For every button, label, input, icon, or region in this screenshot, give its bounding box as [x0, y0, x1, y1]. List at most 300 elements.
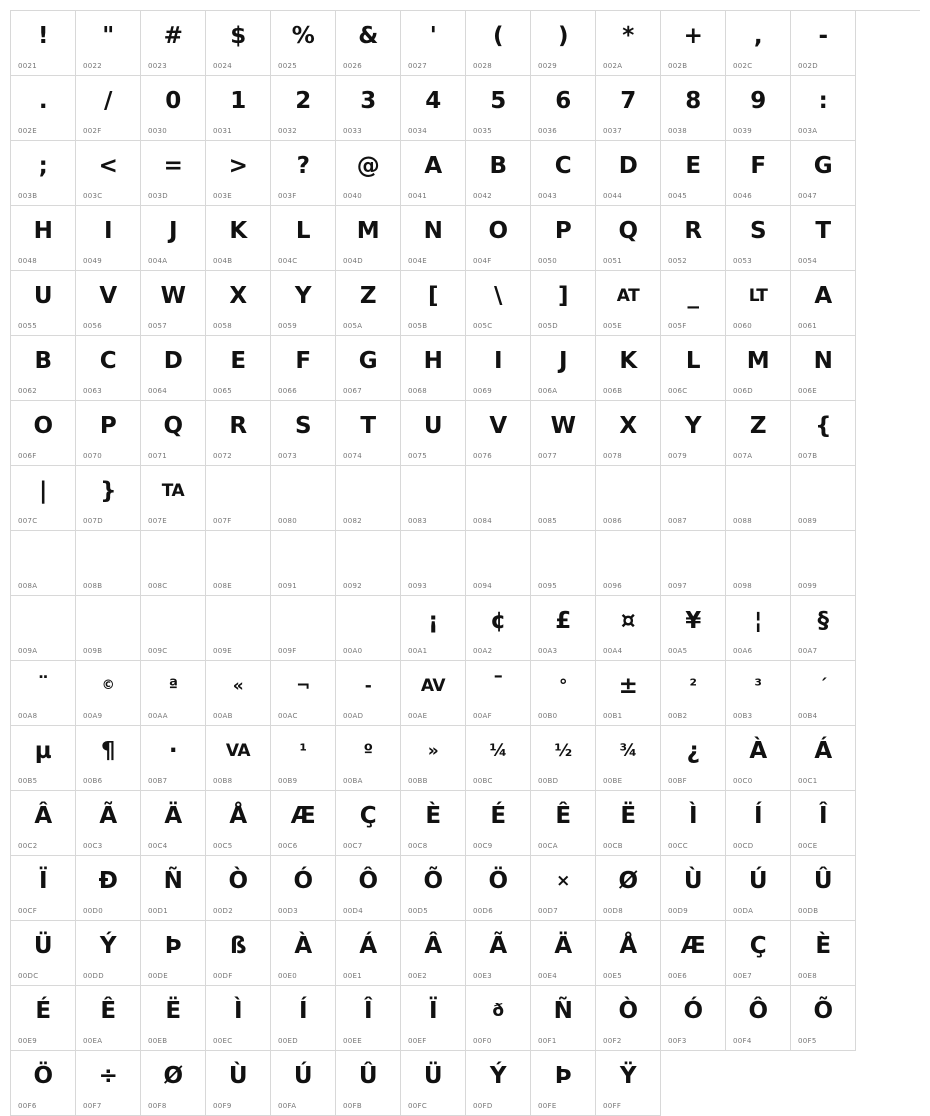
glyph-cell[interactable] [791, 596, 856, 661]
glyph-cell[interactable] [791, 401, 856, 466]
glyph-cell[interactable] [531, 206, 596, 271]
glyph-codepoint: 00AA [148, 712, 168, 720]
glyph-cell[interactable] [466, 726, 531, 791]
glyph-cell[interactable] [726, 206, 791, 271]
glyph-cell[interactable] [336, 401, 401, 466]
glyph-cell[interactable] [661, 11, 726, 76]
glyph-cell[interactable] [401, 76, 466, 141]
glyph-cell[interactable] [141, 271, 206, 336]
glyph-codepoint: 0032 [278, 127, 298, 135]
glyph-cell[interactable] [726, 596, 791, 661]
glyph-cell[interactable] [466, 791, 531, 856]
glyph-cell[interactable] [791, 141, 856, 206]
glyph-cell[interactable] [76, 466, 141, 531]
glyph-cell[interactable] [271, 856, 336, 921]
glyph-cell[interactable] [401, 856, 466, 921]
glyph-cell[interactable] [336, 336, 401, 401]
glyph-cell[interactable] [271, 661, 336, 726]
glyph-cell[interactable] [271, 206, 336, 271]
glyph-cell[interactable] [336, 921, 401, 986]
glyph-cell[interactable] [661, 726, 726, 791]
glyph-cell[interactable] [206, 986, 271, 1051]
glyph-cell[interactable] [336, 76, 401, 141]
glyph-character: AT [616, 286, 640, 306]
glyph-cell[interactable] [336, 466, 401, 531]
glyph-cell[interactable] [141, 726, 206, 791]
glyph-cell[interactable] [271, 531, 336, 596]
glyph-cell[interactable] [401, 531, 466, 596]
glyph-cell[interactable] [11, 986, 76, 1051]
glyph-codepoint: 003A [798, 127, 818, 135]
glyph-cell[interactable] [76, 76, 141, 141]
glyph-cell[interactable] [466, 76, 531, 141]
glyph-cell[interactable] [141, 1051, 206, 1116]
glyph-cell[interactable] [791, 271, 856, 336]
glyph-codepoint: 00FD [473, 1102, 493, 1110]
glyph-cell[interactable] [401, 726, 466, 791]
glyph-cell[interactable] [791, 466, 856, 531]
glyph-cell[interactable] [336, 986, 401, 1051]
glyph-codepoint: 0025 [278, 62, 298, 70]
glyph-codepoint: 00CC [668, 842, 688, 850]
glyph-cell[interactable] [726, 271, 791, 336]
glyph-character: P [99, 413, 117, 439]
glyph-cell[interactable] [661, 76, 726, 141]
glyph-cell[interactable] [271, 76, 336, 141]
glyph-cell[interactable] [141, 986, 206, 1051]
glyph-character: \ [494, 283, 502, 309]
glyph-cell[interactable] [531, 856, 596, 921]
glyph-character: Å [229, 803, 247, 829]
glyph-codepoint: 00A5 [668, 647, 688, 655]
glyph-cell[interactable] [76, 141, 141, 206]
glyph-codepoint: 00D0 [83, 907, 103, 915]
glyph-cell[interactable] [726, 141, 791, 206]
glyph-cell[interactable] [206, 1051, 271, 1116]
glyph-cell[interactable] [726, 336, 791, 401]
glyph-cell[interactable] [596, 791, 661, 856]
glyph-cell[interactable] [466, 596, 531, 661]
glyph-cell[interactable] [141, 921, 206, 986]
glyph-codepoint: 0035 [473, 127, 493, 135]
glyph-codepoint: 00AF [473, 712, 492, 720]
glyph-cell[interactable] [11, 856, 76, 921]
glyph-cell[interactable] [466, 661, 531, 726]
glyph-character: ½ [554, 741, 572, 761]
glyph-codepoint: 006E [798, 387, 817, 395]
glyph-cell[interactable] [206, 661, 271, 726]
glyph-cell[interactable] [271, 726, 336, 791]
glyph-cell[interactable] [206, 466, 271, 531]
glyph-cell[interactable] [76, 986, 141, 1051]
glyph-codepoint: 00A8 [18, 712, 38, 720]
glyph-cell[interactable] [401, 1051, 466, 1116]
glyph-cell[interactable] [206, 141, 271, 206]
glyph-cell[interactable] [401, 401, 466, 466]
glyph-cell[interactable] [76, 401, 141, 466]
glyph-cell[interactable] [531, 661, 596, 726]
glyph-cell[interactable] [466, 271, 531, 336]
glyph-character [76, 604, 140, 638]
glyph-cell[interactable] [11, 336, 76, 401]
glyph-character: ¢ [490, 608, 506, 634]
glyph-character: . [38, 88, 48, 114]
glyph-cell[interactable] [11, 531, 76, 596]
glyph-codepoint: 00EF [408, 1037, 427, 1045]
glyph-cell[interactable] [336, 661, 401, 726]
glyph-codepoint: 00E0 [278, 972, 297, 980]
glyph-cell[interactable] [791, 206, 856, 271]
glyph-codepoint: 004F [473, 257, 492, 265]
glyph-cell[interactable] [271, 141, 336, 206]
glyph-character: G [358, 348, 378, 374]
glyph-cell[interactable] [141, 76, 206, 141]
glyph-cell[interactable] [466, 206, 531, 271]
glyph-cell[interactable] [11, 76, 76, 141]
glyph-cell[interactable] [791, 791, 856, 856]
glyph-codepoint: 00AD [343, 712, 364, 720]
glyph-cell[interactable] [11, 11, 76, 76]
glyph-codepoint: 004D [343, 257, 363, 265]
glyph-cell[interactable] [791, 11, 856, 76]
glyph-cell[interactable] [596, 466, 661, 531]
glyph-codepoint: 0078 [603, 452, 623, 460]
glyph-codepoint: 00A2 [473, 647, 493, 655]
glyph-cell[interactable] [206, 271, 271, 336]
glyph-cell[interactable] [466, 401, 531, 466]
glyph-character: C [554, 153, 572, 179]
glyph-codepoint: 0089 [798, 517, 818, 525]
glyph-cell[interactable] [271, 271, 336, 336]
glyph-cell[interactable] [531, 596, 596, 661]
glyph-cell[interactable] [661, 531, 726, 596]
glyph-character: ´ [819, 676, 827, 696]
glyph-codepoint: 004B [213, 257, 233, 265]
glyph-codepoint: 0094 [473, 582, 493, 590]
glyph-character: Ù [228, 1063, 248, 1089]
glyph-character: 4 [425, 88, 441, 114]
glyph-cell[interactable] [401, 11, 466, 76]
glyph-cell[interactable] [206, 791, 271, 856]
glyph-cell[interactable] [271, 791, 336, 856]
glyph-cell[interactable] [661, 206, 726, 271]
glyph-codepoint: 00D4 [343, 907, 363, 915]
glyph-character: Â [34, 803, 52, 829]
glyph-cell[interactable] [661, 401, 726, 466]
glyph-cell[interactable] [11, 401, 76, 466]
glyph-codepoint: 0084 [473, 517, 493, 525]
glyph-cell[interactable] [206, 856, 271, 921]
glyph-codepoint: 00E3 [473, 972, 492, 980]
glyph-cell[interactable] [271, 11, 336, 76]
glyph-cell[interactable] [726, 76, 791, 141]
glyph-character: · [168, 738, 178, 764]
glyph-cell[interactable] [401, 206, 466, 271]
glyph-cell[interactable] [11, 141, 76, 206]
glyph-cell[interactable] [596, 271, 661, 336]
glyph-character: Ç [749, 933, 767, 959]
glyph-codepoint: 0030 [148, 127, 168, 135]
glyph-cell[interactable] [596, 11, 661, 76]
glyph-cell[interactable] [726, 726, 791, 791]
glyph-codepoint: 00C0 [733, 777, 753, 785]
glyph-codepoint: 00C8 [408, 842, 428, 850]
glyph-codepoint: 00DB [798, 907, 819, 915]
glyph-cell[interactable] [271, 986, 336, 1051]
glyph-cell[interactable] [336, 11, 401, 76]
glyph-codepoint: 0097 [668, 582, 688, 590]
glyph-codepoint: 003D [148, 192, 168, 200]
glyph-cell[interactable] [271, 596, 336, 661]
glyph-cell[interactable] [531, 336, 596, 401]
glyph-character: Ï [38, 868, 48, 894]
glyph-cell[interactable] [206, 206, 271, 271]
glyph-cell[interactable] [466, 856, 531, 921]
glyph-cell[interactable] [401, 791, 466, 856]
glyph-cell[interactable] [336, 856, 401, 921]
glyph-cell[interactable] [726, 986, 791, 1051]
glyph-cell[interactable] [531, 986, 596, 1051]
glyph-cell[interactable] [11, 596, 76, 661]
glyph-character: Õ [423, 868, 443, 894]
glyph-cell[interactable] [206, 11, 271, 76]
glyph-cell[interactable] [661, 791, 726, 856]
glyph-character: S [294, 413, 312, 439]
glyph-character [401, 474, 465, 508]
glyph-codepoint: 006B [603, 387, 623, 395]
glyph-codepoint: 00CF [18, 907, 38, 915]
glyph-cell[interactable] [726, 531, 791, 596]
glyph-cell[interactable] [76, 596, 141, 661]
glyph-cell[interactable] [336, 791, 401, 856]
glyph-cell[interactable] [76, 921, 141, 986]
glyph-cell[interactable] [11, 921, 76, 986]
glyph-cell[interactable] [596, 661, 661, 726]
glyph-character [206, 604, 270, 638]
glyph-character: N [813, 348, 833, 374]
glyph-cell[interactable] [401, 986, 466, 1051]
glyph-cell[interactable] [141, 596, 206, 661]
glyph-codepoint: 003E [213, 192, 232, 200]
glyph-cell[interactable] [76, 206, 141, 271]
glyph-cell[interactable] [466, 986, 531, 1051]
glyph-cell[interactable] [791, 856, 856, 921]
glyph-codepoint: 00BF [668, 777, 687, 785]
glyph-cell[interactable] [791, 726, 856, 791]
glyph-codepoint: 00EC [213, 1037, 233, 1045]
glyph-character: Æ [680, 933, 706, 959]
glyph-cell[interactable] [76, 271, 141, 336]
glyph-cell[interactable] [141, 11, 206, 76]
glyph-cell[interactable] [76, 11, 141, 76]
glyph-cell[interactable] [531, 466, 596, 531]
glyph-cell[interactable] [271, 921, 336, 986]
glyph-cell[interactable] [661, 661, 726, 726]
glyph-cell[interactable] [661, 856, 726, 921]
glyph-cell[interactable] [336, 726, 401, 791]
glyph-cell[interactable] [531, 141, 596, 206]
glyph-cell[interactable] [596, 206, 661, 271]
glyph-cell[interactable] [661, 596, 726, 661]
glyph-character: Þ [554, 1063, 572, 1089]
glyph-codepoint: 006C [668, 387, 688, 395]
glyph-cell[interactable] [531, 726, 596, 791]
glyph-cell[interactable] [596, 76, 661, 141]
glyph-codepoint: 00E5 [603, 972, 622, 980]
glyph-character: K [619, 348, 637, 374]
glyph-cell[interactable] [791, 76, 856, 141]
glyph-cell[interactable] [141, 531, 206, 596]
glyph-cell[interactable] [76, 336, 141, 401]
glyph-cell[interactable] [141, 466, 206, 531]
glyph-cell[interactable] [596, 921, 661, 986]
glyph-cell[interactable] [206, 336, 271, 401]
glyph-codepoint: 00E4 [538, 972, 557, 980]
glyph-cell[interactable] [791, 921, 856, 986]
glyph-character: Ñ [553, 998, 573, 1024]
glyph-cell[interactable] [11, 1051, 76, 1116]
glyph-cell[interactable] [726, 856, 791, 921]
glyph-cell[interactable] [661, 271, 726, 336]
glyph-cell[interactable] [76, 791, 141, 856]
glyph-character [336, 474, 400, 508]
glyph-cell[interactable] [141, 791, 206, 856]
glyph-cell[interactable] [401, 336, 466, 401]
glyph-cell[interactable] [531, 271, 596, 336]
glyph-cell[interactable] [596, 336, 661, 401]
glyph-character: Y [684, 413, 702, 439]
glyph-cell[interactable] [401, 466, 466, 531]
glyph-cell[interactable] [726, 466, 791, 531]
glyph-cell[interactable] [336, 141, 401, 206]
glyph-cell[interactable] [661, 141, 726, 206]
glyph-cell[interactable] [596, 726, 661, 791]
glyph-character: H [33, 218, 53, 244]
glyph-cell[interactable] [11, 726, 76, 791]
glyph-cell[interactable] [596, 986, 661, 1051]
glyph-codepoint: 00FE [538, 1102, 557, 1110]
glyph-cell[interactable] [531, 401, 596, 466]
glyph-cell[interactable] [336, 1051, 401, 1116]
glyph-cell[interactable] [401, 141, 466, 206]
glyph-cell[interactable] [596, 1051, 661, 1116]
glyph-cell[interactable] [726, 11, 791, 76]
glyph-cell[interactable] [726, 401, 791, 466]
glyph-cell[interactable] [596, 856, 661, 921]
glyph-cell[interactable] [11, 271, 76, 336]
glyph-cell[interactable] [466, 11, 531, 76]
glyph-character: 7 [620, 88, 636, 114]
glyph-cell[interactable] [466, 1051, 531, 1116]
glyph-cell[interactable] [791, 661, 856, 726]
glyph-cell[interactable] [141, 401, 206, 466]
glyph-cell[interactable] [531, 531, 596, 596]
glyph-cell[interactable] [206, 401, 271, 466]
glyph-cell[interactable] [11, 661, 76, 726]
glyph-cell[interactable] [76, 661, 141, 726]
glyph-cell[interactable] [531, 791, 596, 856]
glyph-cell[interactable] [596, 531, 661, 596]
glyph-codepoint: 003B [18, 192, 38, 200]
glyph-cell[interactable] [271, 466, 336, 531]
glyph-cell[interactable] [401, 661, 466, 726]
glyph-cell[interactable] [531, 1051, 596, 1116]
glyph-cell[interactable] [141, 206, 206, 271]
glyph-cell[interactable] [206, 921, 271, 986]
glyph-cell[interactable] [531, 76, 596, 141]
glyph-character: W [550, 413, 576, 439]
glyph-cell[interactable] [726, 921, 791, 986]
glyph-cell[interactable] [76, 726, 141, 791]
glyph-cell[interactable] [466, 466, 531, 531]
glyph-cell[interactable] [141, 856, 206, 921]
glyph-cell[interactable] [76, 1051, 141, 1116]
glyph-character: Ÿ [619, 1063, 637, 1089]
glyph-cell[interactable] [336, 271, 401, 336]
glyph-codepoint: 00C6 [278, 842, 298, 850]
glyph-codepoint: 0068 [408, 387, 428, 395]
glyph-cell[interactable] [596, 596, 661, 661]
glyph-character: Ã [489, 933, 507, 959]
glyph-cell[interactable] [206, 531, 271, 596]
glyph-cell[interactable] [11, 466, 76, 531]
glyph-cell[interactable] [596, 401, 661, 466]
glyph-cell[interactable] [791, 986, 856, 1051]
glyph-cell[interactable] [661, 986, 726, 1051]
glyph-character: ¾ [619, 741, 637, 761]
glyph-cell[interactable] [336, 596, 401, 661]
glyph-cell[interactable] [206, 76, 271, 141]
glyph-cell[interactable] [141, 141, 206, 206]
glyph-cell[interactable] [466, 336, 531, 401]
glyph-cell[interactable] [531, 11, 596, 76]
glyph-cell[interactable] [726, 661, 791, 726]
glyph-cell[interactable] [531, 921, 596, 986]
glyph-codepoint: 0059 [278, 322, 298, 330]
glyph-codepoint: 00EE [343, 1037, 362, 1045]
glyph-cell[interactable] [11, 791, 76, 856]
glyph-cell[interactable] [401, 271, 466, 336]
glyph-cell[interactable] [336, 531, 401, 596]
glyph-cell[interactable] [141, 336, 206, 401]
glyph-cell[interactable] [401, 596, 466, 661]
glyph-character: F [750, 153, 766, 179]
glyph-cell[interactable] [76, 531, 141, 596]
glyph-cell[interactable] [466, 531, 531, 596]
glyph-cell[interactable] [466, 921, 531, 986]
glyph-cell[interactable] [791, 336, 856, 401]
glyph-cell[interactable] [661, 336, 726, 401]
glyph-cell[interactable] [271, 336, 336, 401]
glyph-cell[interactable] [271, 1051, 336, 1116]
glyph-cell[interactable] [336, 206, 401, 271]
glyph-cell[interactable] [11, 206, 76, 271]
glyph-cell[interactable] [661, 466, 726, 531]
glyph-character: - [364, 676, 372, 696]
glyph-cell[interactable] [206, 726, 271, 791]
glyph-cell[interactable] [596, 141, 661, 206]
glyph-cell[interactable] [661, 921, 726, 986]
glyph-character: & [358, 23, 378, 49]
glyph-cell[interactable] [271, 401, 336, 466]
glyph-cell[interactable] [466, 141, 531, 206]
glyph-cell[interactable] [206, 596, 271, 661]
glyph-cell[interactable] [726, 791, 791, 856]
glyph-cell[interactable] [141, 661, 206, 726]
glyph-cell[interactable] [401, 921, 466, 986]
glyph-cell[interactable] [76, 856, 141, 921]
glyph-cell[interactable] [791, 531, 856, 596]
